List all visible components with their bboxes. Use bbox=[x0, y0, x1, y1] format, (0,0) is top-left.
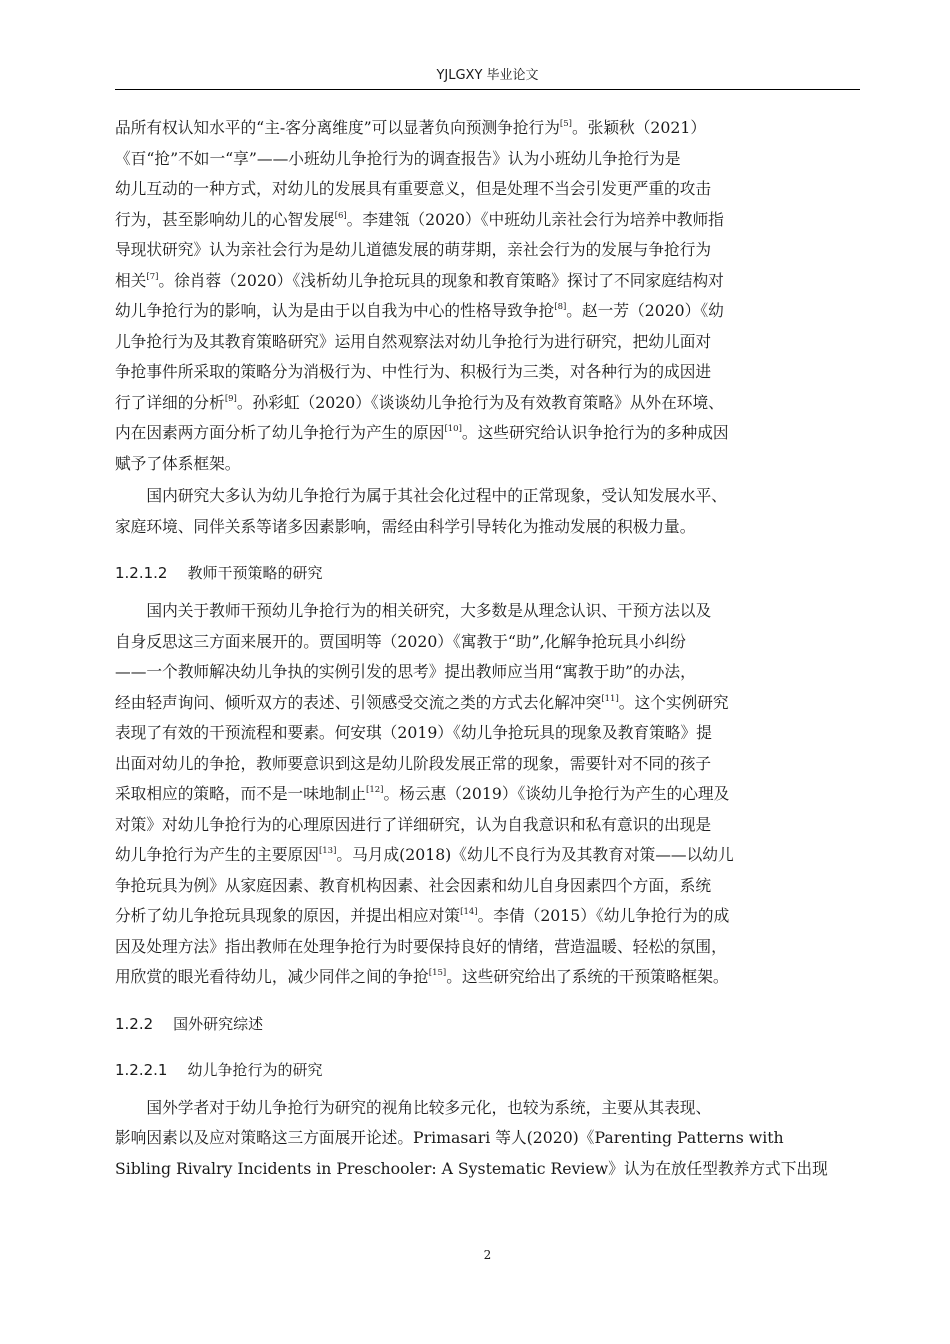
text-run: ——一个教师解决幼儿争执的实例引发的思考》提出教师应当用“寓教于助”的办法， bbox=[115, 662, 696, 681]
text-line bbox=[115, 113, 860, 144]
page-number: 2 bbox=[483, 1248, 492, 1262]
text-line bbox=[115, 688, 860, 719]
section-title: 幼儿争抢行为的研究 bbox=[187, 1060, 323, 1079]
text-line bbox=[115, 235, 860, 266]
text-run: 。张颖秋（2021） bbox=[571, 118, 707, 137]
text-line bbox=[115, 749, 860, 780]
text-line bbox=[115, 871, 860, 902]
text-run: 国外学者对于幼儿争抢行为研究的视角比较多元化，也较为系统，主要从其表现、 bbox=[146, 1097, 712, 1117]
citation-marker: [13] bbox=[318, 846, 337, 856]
text-line bbox=[115, 1093, 860, 1124]
citation-marker: [10] bbox=[444, 424, 462, 434]
text-line bbox=[115, 779, 860, 810]
text-line bbox=[115, 1154, 860, 1185]
text-run: 家庭环境、同伴关系等诸多因素影响，需经由科学引导转化为推动发展的积极力量。 bbox=[115, 516, 696, 536]
body-paragraph bbox=[115, 1093, 860, 1185]
text-line bbox=[115, 627, 860, 658]
citation-marker: [9] bbox=[224, 393, 237, 404]
text-run: 幼儿互动的一种方式，对幼儿的发展具有重要意义，但是处理不当会引发更严重的攻击 bbox=[115, 179, 712, 198]
citation-marker: [7] bbox=[146, 271, 159, 282]
text-run: 采取相应的策略，而不是一味地制止 bbox=[115, 784, 366, 803]
text-run: 经由轻声询问、倾听双方的表述、引领感受交流之类的方式去化解冲突 bbox=[115, 692, 602, 712]
header-rule bbox=[115, 89, 860, 90]
citation-marker: [15] bbox=[428, 968, 447, 978]
section-heading bbox=[115, 1009, 860, 1039]
text-run: 。李倩（2015）《幼儿争抢行为的成 bbox=[477, 906, 730, 925]
text-run: 分析了幼儿争抢玩具现象的原因，并提出相应对策 bbox=[115, 906, 461, 925]
text-run: 自身反思这三方面来展开的。贾国明等（2020）《寓教于“助”,化解争抢玩具小纠纷 bbox=[115, 631, 686, 651]
text-run: 相关 bbox=[115, 270, 147, 290]
text-line bbox=[115, 810, 860, 841]
citation-marker: [5] bbox=[559, 119, 572, 129]
citation-marker: [14] bbox=[460, 907, 478, 917]
text-run: 。马月成(2018)《幼儿不良行为及其教育对策——以幼儿 bbox=[336, 845, 734, 864]
running-header: YJLGXY 毕业论文 bbox=[436, 68, 539, 83]
text-run: 行为，甚至影响幼儿的心智发展 bbox=[115, 209, 335, 229]
text-line bbox=[115, 596, 860, 627]
text-run: 。赵一芳（2020）《幼 bbox=[566, 301, 724, 320]
citation-marker: [6] bbox=[334, 210, 347, 221]
text-run: 国内研究大多认为幼儿争抢行为属于其社会化过程中的正常现象，受认知发展水平、 bbox=[146, 486, 727, 505]
text-line bbox=[115, 512, 860, 543]
text-line bbox=[115, 657, 860, 688]
text-run: 表现了有效的干预流程和要素。何安琪（2019）《幼儿争抢玩具的现象及教育策略》提 bbox=[115, 723, 712, 742]
text-run: 行了详细的分析 bbox=[115, 392, 225, 412]
text-run: 。这些研究给认识争抢行为的多种成因 bbox=[461, 423, 729, 442]
text-run: 幼儿争抢行为产生的主要原因 bbox=[115, 845, 319, 864]
text-line bbox=[115, 388, 860, 419]
text-run: Sibling Rivalry Incidents in Preschooler: A Systematic Review》认为在放任型教养方式下出现 bbox=[115, 1158, 828, 1178]
text-run: 幼儿争抢行为的影响，认为是由于以自我为中心的性格导致争抢 bbox=[115, 301, 555, 320]
text-run: 品所有权认知水平的“主-客分离维度”可以显著负向预测争抢行为 bbox=[115, 118, 560, 137]
text-run: 儿争抢行为及其教育策略研究》运用自然观察法对幼儿争抢行为进行研究，把幼儿面对 bbox=[115, 331, 712, 351]
text-run: 。这个实例研究 bbox=[618, 692, 729, 712]
section-number: 1.2.2.1 bbox=[115, 1060, 168, 1079]
document-body bbox=[115, 113, 860, 1184]
text-run: 导现状研究》认为亲社会行为是幼儿道德发展的萌芽期，亲社会行为的发展与争抢行为 bbox=[115, 240, 712, 259]
text-run: 争抢玩具为例》从家庭因素、教育机构因素、社会因素和幼儿自身因素四个方面，系统 bbox=[115, 875, 712, 895]
text-line bbox=[115, 357, 860, 388]
text-run: 用欣赏的眼光看待幼儿，减少同伴之间的争抢 bbox=[115, 967, 429, 986]
section-number: 1.2.1.2 bbox=[115, 564, 168, 582]
section-number: 1.2.2 bbox=[115, 1014, 154, 1033]
text-line bbox=[115, 327, 860, 358]
text-run: 出面对幼儿的争抢，教师要意识到这是幼儿阶段发展正常的现象，需要针对不同的孩子 bbox=[115, 753, 712, 773]
body-paragraph bbox=[115, 481, 860, 542]
text-line bbox=[115, 481, 860, 512]
text-run: 对策》对幼儿争抢行为的心理原因进行了详细研究，认为自我意识和私有意识的出现是 bbox=[115, 814, 712, 834]
text-line bbox=[115, 296, 860, 327]
text-line bbox=[115, 840, 860, 871]
text-run: 赋予了体系框架。 bbox=[115, 453, 241, 473]
text-run: 《百“抢”不如一“享”——小班幼儿争抢行为的调查报告》认为小班幼儿争抢行为是 bbox=[115, 148, 681, 168]
text-line bbox=[115, 174, 860, 205]
text-run: 。徐肖蓉（2020）《浅析幼儿争抢玩具的现象和教育策略》探讨了不同家庭结构对 bbox=[158, 270, 724, 290]
text-line bbox=[115, 718, 860, 749]
section-title: 教师干预策略的研究 bbox=[187, 564, 323, 582]
citation-marker: [12] bbox=[366, 785, 384, 795]
section-heading bbox=[115, 1055, 860, 1085]
text-line bbox=[115, 962, 860, 993]
text-line bbox=[115, 932, 860, 963]
text-line bbox=[115, 449, 860, 480]
citation-marker: [11] bbox=[601, 693, 619, 704]
text-run: 。杨云惠（2019）《谈幼儿争抢行为产生的心理及 bbox=[383, 784, 730, 803]
section-heading bbox=[115, 558, 860, 588]
citation-marker: [8] bbox=[554, 302, 567, 312]
text-run: 国内关于教师干预幼儿争抢行为的相关研究，大多数是从理念认识、干预方法以及 bbox=[146, 601, 712, 620]
text-line bbox=[115, 144, 860, 175]
text-run: 。李建瓴（2020）《中班幼儿亲社会行为培养中教师指 bbox=[346, 209, 724, 229]
text-run: 争抢事件所采取的策略分为消极行为、中性行为、积极行为三类，对各种行为的成因进 bbox=[115, 362, 712, 381]
text-run: 因及处理方法》指出教师在处理争抢行为时要保持良好的情绪，营造温暖、轻松的氛围， bbox=[115, 936, 727, 956]
text-line bbox=[115, 266, 860, 297]
text-run: 。这些研究给出了系统的干预策略框架。 bbox=[446, 967, 729, 986]
body-paragraph bbox=[115, 113, 860, 479]
text-run: 内在因素两方面分析了幼儿争抢行为产生的原因 bbox=[115, 423, 445, 442]
text-run: 。孙彩虹（2020）《谈谈幼儿争抢行为及有效教育策略》从外在环境、 bbox=[236, 392, 724, 412]
section-title: 国外研究综述 bbox=[173, 1014, 264, 1033]
text-line bbox=[115, 205, 860, 236]
text-line bbox=[115, 418, 860, 449]
text-run: 影响因素以及应对策略这三方面展开论述。Primasari 等人(2020)《Parenting Patterns with bbox=[115, 1128, 784, 1147]
text-line bbox=[115, 1123, 860, 1154]
body-paragraph bbox=[115, 596, 860, 993]
text-line bbox=[115, 901, 860, 932]
